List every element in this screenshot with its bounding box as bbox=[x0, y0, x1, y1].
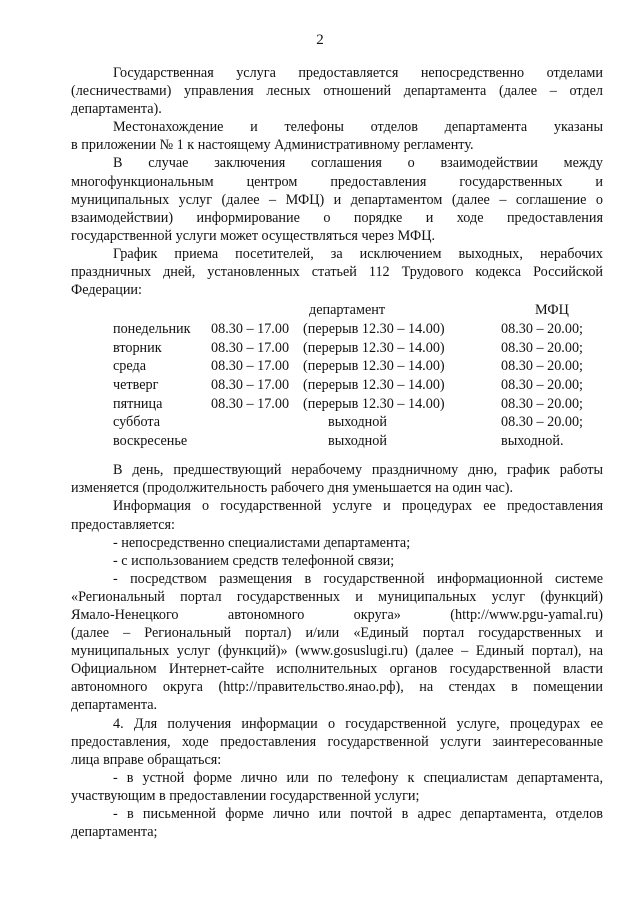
schedule-header-department: департамент bbox=[309, 302, 386, 319]
schedule-day: четверг bbox=[113, 377, 159, 394]
schedule-row bbox=[113, 357, 603, 375]
text-line: - непосредственно специалистами департамента; bbox=[113, 534, 411, 551]
text-line: муниципальных услуг (далее – МФЦ) и департаментом (далее – соглашение о bbox=[71, 191, 603, 208]
text-line: 4. Для получения информации о государственной услуге, процедурах ее bbox=[113, 715, 603, 732]
schedule-day: воскресенье bbox=[113, 432, 188, 449]
schedule-day: пятница bbox=[113, 395, 163, 412]
text-line: автономного округа (http://правительство.янао.рф), на стендах в помещении bbox=[71, 679, 603, 696]
schedule-row bbox=[113, 432, 603, 450]
text-line: департамента. bbox=[71, 697, 158, 714]
list-item-phone bbox=[113, 552, 603, 570]
text-line: (лесничествами) управления лесных отношений департамента (далее – отдел bbox=[71, 83, 603, 100]
schedule-mfc-hours: 08.30 – 20.00; bbox=[501, 339, 583, 356]
text-line: (далее – Региональный портал) и/или «Единый портал государственных и bbox=[71, 625, 603, 642]
schedule-mfc-hours: 08.30 – 20.00; bbox=[501, 321, 583, 338]
text-line: - с использованием средств телефонной связи; bbox=[113, 552, 395, 569]
text-line: участвующим в предоставлении государственной услуги; bbox=[71, 787, 420, 804]
text-line: праздничных дней, установленных статьей 112 Трудового кодекса Российской bbox=[71, 264, 603, 281]
schedule-dept-dayoff: выходной bbox=[328, 432, 387, 449]
text-line: предоставляется: bbox=[71, 516, 175, 533]
schedule-day: среда bbox=[113, 358, 147, 375]
text-line: многофункциональным центром предоставления государственных и bbox=[71, 173, 603, 190]
schedule-dept-break: (перерыв 12.30 – 14.00) bbox=[303, 395, 445, 412]
paragraph-mfc-agreement bbox=[71, 154, 603, 244]
schedule-day: суббота bbox=[113, 414, 161, 431]
text-line: Местонахождение и телефоны отделов департамента указаны bbox=[113, 119, 603, 136]
schedule-dept-break: (перерыв 12.30 – 14.00) bbox=[303, 339, 445, 356]
schedule-dept-break: (перерыв 12.30 – 14.00) bbox=[303, 321, 445, 338]
schedule-mfc-hours: 08.30 – 20.00; bbox=[501, 414, 583, 431]
text-line: изменяется (продолжительность рабочего дня уменьшается на один час). bbox=[71, 480, 514, 497]
schedule-mfc-hours: 08.30 – 20.00; bbox=[501, 395, 583, 412]
text-line: Государственная услуга предоставляется непосредственно отделами bbox=[113, 65, 603, 81]
schedule-mfc-hours: выходной. bbox=[501, 432, 564, 449]
paragraph-pre-holiday bbox=[71, 461, 603, 497]
list-item-oral bbox=[71, 769, 603, 805]
text-line: Информация о государственной услуге и процедурах ее предоставления bbox=[113, 498, 603, 515]
text-line: - в устной форме лично или по телефону к специалистам департамента, bbox=[113, 769, 603, 786]
text-line: муниципальных услуг (функций)» (www.gosuslugi.ru) (далее – Единый портал), на bbox=[71, 643, 603, 660]
text-line: департамента; bbox=[71, 824, 158, 841]
schedule-dept-hours: 08.30 – 17.00 bbox=[211, 358, 290, 375]
text-line: - посредством размещения в государственной информационной системе bbox=[113, 570, 603, 587]
text-line: Официальном Интернет-сайте исполнительных органов государственной власти bbox=[71, 661, 603, 678]
paragraph-inquiry-ways bbox=[71, 715, 603, 769]
schedule-dept-hours: 08.30 – 17.00 bbox=[211, 395, 290, 412]
page-number: 2 bbox=[316, 32, 324, 48]
schedule-mfc-hours: 08.30 – 20.00; bbox=[501, 377, 583, 394]
schedule-dept-hours: 08.30 – 17.00 bbox=[211, 321, 290, 338]
schedule-day: понедельник bbox=[113, 321, 191, 338]
list-item-written bbox=[71, 805, 603, 841]
text-line: департамента). bbox=[71, 101, 162, 118]
text-line: - в письменной форме лично или почтой в адрес департамента, отделов bbox=[113, 806, 603, 822]
text-line: предоставления, ходе предоставления государственной услуги заинтересованные bbox=[71, 733, 603, 750]
schedule-dept-hours: 08.30 – 17.00 bbox=[211, 339, 290, 356]
paragraph-location bbox=[71, 118, 603, 154]
text-line: «Региональный портал государственных и муниципальных услуг (функций) bbox=[71, 588, 603, 605]
text-line: Ямало-Ненецкого автономного округа» (http://www.pgu-yamal.ru) bbox=[71, 606, 603, 623]
schedule-dept-break: (перерыв 12.30 – 14.00) bbox=[303, 377, 445, 394]
text-line: График приема посетителей, за исключением выходных, нерабочих bbox=[113, 245, 603, 262]
schedule-row bbox=[113, 320, 603, 338]
schedule-mfc-hours: 08.30 – 20.00; bbox=[501, 358, 583, 375]
text-line: В день, предшествующий нерабочему праздничному дню, график работы bbox=[113, 462, 603, 479]
schedule-day: вторник bbox=[113, 339, 162, 356]
schedule-row bbox=[113, 339, 603, 357]
paragraph-reception-schedule bbox=[71, 245, 603, 299]
schedule-table bbox=[113, 301, 603, 461]
text-line: лица вправе обращаться: bbox=[71, 751, 222, 768]
list-item-portals bbox=[71, 570, 603, 715]
document-body bbox=[71, 64, 603, 841]
list-item-specialists bbox=[113, 534, 603, 552]
text-line: в приложении № 1 к настоящему Административному регламенту. bbox=[71, 137, 474, 154]
schedule-dept-hours: 08.30 – 17.00 bbox=[211, 377, 290, 394]
text-line: взаимодействии) информирование о порядке и ходе предоставления bbox=[71, 209, 603, 226]
schedule-row bbox=[113, 413, 603, 431]
schedule-row bbox=[113, 376, 603, 394]
schedule-row bbox=[113, 395, 603, 413]
schedule-dept-break: (перерыв 12.30 – 14.00) bbox=[303, 358, 445, 375]
paragraph-info-provided bbox=[71, 497, 603, 533]
text-line: Федерации: bbox=[71, 282, 142, 299]
text-line: В случае заключения соглашения о взаимодействии между bbox=[113, 155, 603, 172]
schedule-header-mfc: МФЦ bbox=[535, 302, 569, 319]
paragraph-service-provider bbox=[71, 64, 603, 118]
schedule-dept-dayoff: выходной bbox=[328, 414, 387, 431]
text-line: государственной услуги может осуществляться через МФЦ. bbox=[71, 227, 436, 244]
